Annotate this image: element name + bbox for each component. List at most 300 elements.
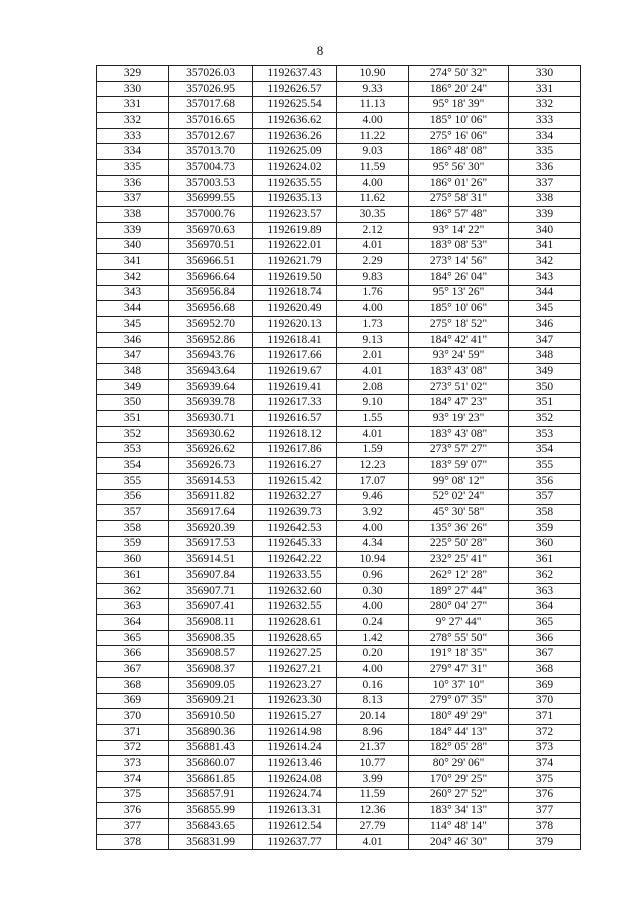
point-number-cell: 356: [97, 489, 169, 505]
next-point-cell: 341: [509, 238, 581, 254]
next-point-cell: 338: [509, 191, 581, 207]
y-coordinate-cell: 1192625.54: [253, 97, 337, 113]
bearing-cell: 52° 02' 24": [409, 489, 509, 505]
y-coordinate-cell: 1192628.61: [253, 615, 337, 631]
distance-cell: 4.00: [337, 520, 409, 536]
y-coordinate-cell: 1192635.55: [253, 175, 337, 191]
table-row: [97, 677, 581, 693]
bearing-cell: 279° 47' 31": [409, 662, 509, 678]
bearing-cell: 275° 16' 06": [409, 128, 509, 144]
y-coordinate-cell: 1192615.27: [253, 709, 337, 725]
point-number-cell: 367: [97, 662, 169, 678]
distance-cell: 9.13: [337, 332, 409, 348]
point-number-cell: 329: [97, 66, 169, 82]
next-point-cell: 330: [509, 66, 581, 82]
table-row: [97, 317, 581, 333]
bearing-cell: 9° 27' 44": [409, 615, 509, 631]
next-point-cell: 363: [509, 583, 581, 599]
x-coordinate-cell: 356907.84: [169, 568, 253, 584]
table-row: [97, 285, 581, 301]
x-coordinate-cell: 356860.07: [169, 756, 253, 772]
y-coordinate-cell: 1192633.55: [253, 568, 337, 584]
distance-cell: 9.83: [337, 269, 409, 285]
bearing-cell: 186° 57' 48": [409, 207, 509, 223]
bearing-cell: 135° 36' 26": [409, 520, 509, 536]
y-coordinate-cell: 1192619.89: [253, 222, 337, 238]
bearing-cell: 183° 08' 53": [409, 238, 509, 254]
next-point-cell: 358: [509, 505, 581, 521]
bearing-cell: 186° 20' 24": [409, 81, 509, 97]
point-number-cell: 346: [97, 332, 169, 348]
x-coordinate-cell: 357013.70: [169, 144, 253, 160]
distance-cell: 2.29: [337, 254, 409, 270]
next-point-cell: 333: [509, 113, 581, 129]
x-coordinate-cell: 356966.51: [169, 254, 253, 270]
x-coordinate-cell: 356917.53: [169, 536, 253, 552]
bearing-cell: 95° 18' 39": [409, 97, 509, 113]
point-number-cell: 344: [97, 301, 169, 317]
bearing-cell: 274° 50' 32": [409, 66, 509, 82]
table-row: [97, 364, 581, 380]
point-number-cell: 335: [97, 160, 169, 176]
next-point-cell: 360: [509, 536, 581, 552]
table-row: [97, 709, 581, 725]
x-coordinate-cell: 357016.65: [169, 113, 253, 129]
y-coordinate-cell: 1192622.01: [253, 238, 337, 254]
bearing-cell: 10° 37' 10": [409, 677, 509, 693]
distance-cell: 4.01: [337, 238, 409, 254]
bearing-cell: 204° 46' 30": [409, 834, 509, 850]
point-number-cell: 341: [97, 254, 169, 270]
bearing-cell: 184° 42' 41": [409, 332, 509, 348]
bearing-cell: 93° 24' 59": [409, 348, 509, 364]
table-row: [97, 66, 581, 82]
x-coordinate-cell: 356861.85: [169, 771, 253, 787]
table-row: [97, 771, 581, 787]
x-coordinate-cell: 356831.99: [169, 834, 253, 850]
table-row: [97, 81, 581, 97]
point-number-cell: 354: [97, 458, 169, 474]
table-row: [97, 175, 581, 191]
y-coordinate-cell: 1192636.62: [253, 113, 337, 129]
table-row: [97, 520, 581, 536]
next-point-cell: 376: [509, 787, 581, 803]
table-row: [97, 693, 581, 709]
bearing-cell: 273° 57' 27": [409, 442, 509, 458]
x-coordinate-cell: 356970.51: [169, 238, 253, 254]
next-point-cell: 370: [509, 693, 581, 709]
x-coordinate-cell: 356910.50: [169, 709, 253, 725]
distance-cell: 9.46: [337, 489, 409, 505]
y-coordinate-cell: 1192632.55: [253, 599, 337, 615]
x-coordinate-cell: 356881.43: [169, 740, 253, 756]
point-number-cell: 364: [97, 615, 169, 631]
next-point-cell: 373: [509, 740, 581, 756]
table-row: [97, 379, 581, 395]
bearing-cell: 80° 29' 06": [409, 756, 509, 772]
x-coordinate-cell: 356970.63: [169, 222, 253, 238]
next-point-cell: 369: [509, 677, 581, 693]
table-row: [97, 505, 581, 521]
bearing-cell: 183° 43' 08": [409, 426, 509, 442]
next-point-cell: 371: [509, 709, 581, 725]
x-coordinate-cell: 356939.64: [169, 379, 253, 395]
next-point-cell: 332: [509, 97, 581, 113]
bearing-cell: 95° 56' 30": [409, 160, 509, 176]
table-row: [97, 724, 581, 740]
next-point-cell: 331: [509, 81, 581, 97]
next-point-cell: 372: [509, 724, 581, 740]
y-coordinate-cell: 1192612.54: [253, 819, 337, 835]
x-coordinate-cell: 356907.41: [169, 599, 253, 615]
point-number-cell: 359: [97, 536, 169, 552]
next-point-cell: 366: [509, 630, 581, 646]
next-point-cell: 367: [509, 646, 581, 662]
distance-cell: 4.00: [337, 301, 409, 317]
y-coordinate-cell: 1192618.74: [253, 285, 337, 301]
point-number-cell: 373: [97, 756, 169, 772]
y-coordinate-cell: 1192632.27: [253, 489, 337, 505]
distance-cell: 1.73: [337, 317, 409, 333]
table-row: [97, 568, 581, 584]
distance-cell: 8.13: [337, 693, 409, 709]
point-number-cell: 370: [97, 709, 169, 725]
next-point-cell: 344: [509, 285, 581, 301]
table-row: [97, 458, 581, 474]
y-coordinate-cell: 1192613.31: [253, 803, 337, 819]
x-coordinate-cell: 356926.73: [169, 458, 253, 474]
table-row: [97, 128, 581, 144]
table-row: [97, 348, 581, 364]
bearing-cell: 183° 43' 08": [409, 364, 509, 380]
bearing-cell: 275° 58' 31": [409, 191, 509, 207]
y-coordinate-cell: 1192621.79: [253, 254, 337, 270]
x-coordinate-cell: 356914.53: [169, 473, 253, 489]
x-coordinate-cell: 356930.62: [169, 426, 253, 442]
y-coordinate-cell: 1192623.30: [253, 693, 337, 709]
point-number-cell: 331: [97, 97, 169, 113]
y-coordinate-cell: 1192614.98: [253, 724, 337, 740]
x-coordinate-cell: 356909.05: [169, 677, 253, 693]
distance-cell: 0.30: [337, 583, 409, 599]
point-number-cell: 363: [97, 599, 169, 615]
x-coordinate-cell: 356956.84: [169, 285, 253, 301]
table-row: [97, 630, 581, 646]
y-coordinate-cell: 1192627.21: [253, 662, 337, 678]
y-coordinate-cell: 1192632.60: [253, 583, 337, 599]
table-row: [97, 473, 581, 489]
bearing-cell: 183° 59' 07": [409, 458, 509, 474]
distance-cell: 9.33: [337, 81, 409, 97]
table-row: [97, 615, 581, 631]
table-row: [97, 583, 581, 599]
y-coordinate-cell: 1192645.33: [253, 536, 337, 552]
table-row: [97, 191, 581, 207]
point-number-cell: 371: [97, 724, 169, 740]
point-number-cell: 339: [97, 222, 169, 238]
distance-cell: 4.01: [337, 364, 409, 380]
distance-cell: 0.24: [337, 615, 409, 631]
x-coordinate-cell: 356966.64: [169, 269, 253, 285]
next-point-cell: 355: [509, 458, 581, 474]
distance-cell: 12.36: [337, 803, 409, 819]
bearing-cell: 114° 48' 14": [409, 819, 509, 835]
point-number-cell: 349: [97, 379, 169, 395]
next-point-cell: 346: [509, 317, 581, 333]
bearing-cell: 278° 55' 50": [409, 630, 509, 646]
point-number-cell: 348: [97, 364, 169, 380]
x-coordinate-cell: 356843.65: [169, 819, 253, 835]
distance-cell: 8.96: [337, 724, 409, 740]
table-row: [97, 536, 581, 552]
x-coordinate-cell: 356952.86: [169, 332, 253, 348]
distance-cell: 11.59: [337, 160, 409, 176]
bearing-cell: 185° 10' 06": [409, 113, 509, 129]
point-number-cell: 372: [97, 740, 169, 756]
next-point-cell: 337: [509, 175, 581, 191]
bearing-cell: 95° 13' 26": [409, 285, 509, 301]
bearing-cell: 273° 51' 02": [409, 379, 509, 395]
y-coordinate-cell: 1192613.46: [253, 756, 337, 772]
next-point-cell: 362: [509, 568, 581, 584]
distance-cell: 4.00: [337, 599, 409, 615]
bearing-cell: 225° 50' 28": [409, 536, 509, 552]
next-point-cell: 349: [509, 364, 581, 380]
next-point-cell: 351: [509, 395, 581, 411]
distance-cell: 1.42: [337, 630, 409, 646]
y-coordinate-cell: 1192626.57: [253, 81, 337, 97]
next-point-cell: 339: [509, 207, 581, 223]
point-number-cell: 366: [97, 646, 169, 662]
y-coordinate-cell: 1192635.13: [253, 191, 337, 207]
table-row: [97, 144, 581, 160]
point-number-cell: 369: [97, 693, 169, 709]
bearing-cell: 93° 14' 22": [409, 222, 509, 238]
point-number-cell: 358: [97, 520, 169, 536]
bearing-cell: 184° 44' 13": [409, 724, 509, 740]
table-row: [97, 207, 581, 223]
point-number-cell: 368: [97, 677, 169, 693]
y-coordinate-cell: 1192620.49: [253, 301, 337, 317]
x-coordinate-cell: 356920.39: [169, 520, 253, 536]
table-row: [97, 97, 581, 113]
table-row: [97, 442, 581, 458]
distance-cell: 0.16: [337, 677, 409, 693]
point-number-cell: 375: [97, 787, 169, 803]
x-coordinate-cell: 356956.68: [169, 301, 253, 317]
next-point-cell: 374: [509, 756, 581, 772]
y-coordinate-cell: 1192620.13: [253, 317, 337, 333]
y-coordinate-cell: 1192614.24: [253, 740, 337, 756]
next-point-cell: 336: [509, 160, 581, 176]
table-row: [97, 756, 581, 772]
x-coordinate-cell: 357012.67: [169, 128, 253, 144]
y-coordinate-cell: 1192642.22: [253, 552, 337, 568]
point-number-cell: 353: [97, 442, 169, 458]
next-point-cell: 357: [509, 489, 581, 505]
y-coordinate-cell: 1192616.57: [253, 411, 337, 427]
table-row: [97, 332, 581, 348]
x-coordinate-cell: 356943.64: [169, 364, 253, 380]
point-number-cell: 337: [97, 191, 169, 207]
distance-cell: 10.90: [337, 66, 409, 82]
point-number-cell: 330: [97, 81, 169, 97]
table-row: [97, 834, 581, 850]
distance-cell: 11.22: [337, 128, 409, 144]
bearing-cell: 180° 49' 29": [409, 709, 509, 725]
bearing-cell: 273° 14' 56": [409, 254, 509, 270]
next-point-cell: 334: [509, 128, 581, 144]
next-point-cell: 353: [509, 426, 581, 442]
coordinates-table: [96, 65, 581, 850]
distance-cell: 4.01: [337, 426, 409, 442]
point-number-cell: 345: [97, 317, 169, 333]
point-number-cell: 347: [97, 348, 169, 364]
bearing-cell: 170° 29' 25": [409, 771, 509, 787]
bearing-cell: 99° 08' 12": [409, 473, 509, 489]
y-coordinate-cell: 1192625.09: [253, 144, 337, 160]
y-coordinate-cell: 1192619.67: [253, 364, 337, 380]
y-coordinate-cell: 1192624.74: [253, 787, 337, 803]
next-point-cell: 335: [509, 144, 581, 160]
x-coordinate-cell: 356911.82: [169, 489, 253, 505]
x-coordinate-cell: 356999.55: [169, 191, 253, 207]
table-row: [97, 787, 581, 803]
bearing-cell: 182° 05' 28": [409, 740, 509, 756]
bearing-cell: 183° 34' 13": [409, 803, 509, 819]
next-point-cell: 345: [509, 301, 581, 317]
table-row: [97, 740, 581, 756]
y-coordinate-cell: 1192636.26: [253, 128, 337, 144]
point-number-cell: 365: [97, 630, 169, 646]
distance-cell: 4.34: [337, 536, 409, 552]
table-row: [97, 411, 581, 427]
y-coordinate-cell: 1192619.50: [253, 269, 337, 285]
bearing-cell: 185° 10' 06": [409, 301, 509, 317]
distance-cell: 10.94: [337, 552, 409, 568]
point-number-cell: 378: [97, 834, 169, 850]
table-row: [97, 599, 581, 615]
next-point-cell: 340: [509, 222, 581, 238]
x-coordinate-cell: 356943.76: [169, 348, 253, 364]
point-number-cell: 343: [97, 285, 169, 301]
distance-cell: 4.00: [337, 175, 409, 191]
bearing-cell: 275° 18' 52": [409, 317, 509, 333]
next-point-cell: 356: [509, 473, 581, 489]
point-number-cell: 376: [97, 803, 169, 819]
x-coordinate-cell: 357000.76: [169, 207, 253, 223]
x-coordinate-cell: 356908.11: [169, 615, 253, 631]
point-number-cell: 332: [97, 113, 169, 129]
next-point-cell: 375: [509, 771, 581, 787]
distance-cell: 4.01: [337, 834, 409, 850]
bearing-cell: 279° 07' 35": [409, 693, 509, 709]
point-number-cell: 374: [97, 771, 169, 787]
table-row: [97, 395, 581, 411]
x-coordinate-cell: 356855.99: [169, 803, 253, 819]
y-coordinate-cell: 1192617.66: [253, 348, 337, 364]
bearing-cell: 45° 30' 58": [409, 505, 509, 521]
distance-cell: 3.99: [337, 771, 409, 787]
distance-cell: 11.59: [337, 787, 409, 803]
distance-cell: 1.76: [337, 285, 409, 301]
x-coordinate-cell: 356952.70: [169, 317, 253, 333]
distance-cell: 30.35: [337, 207, 409, 223]
point-number-cell: 333: [97, 128, 169, 144]
next-point-cell: 342: [509, 254, 581, 270]
table-row: [97, 222, 581, 238]
bearing-cell: 280° 04' 27": [409, 599, 509, 615]
point-number-cell: 351: [97, 411, 169, 427]
distance-cell: 11.13: [337, 97, 409, 113]
x-coordinate-cell: 356890.36: [169, 724, 253, 740]
next-point-cell: 347: [509, 332, 581, 348]
next-point-cell: 352: [509, 411, 581, 427]
y-coordinate-cell: 1192627.25: [253, 646, 337, 662]
distance-cell: 1.59: [337, 442, 409, 458]
next-point-cell: 359: [509, 520, 581, 536]
bearing-cell: 189° 27' 44": [409, 583, 509, 599]
bearing-cell: 191° 18' 35": [409, 646, 509, 662]
distance-cell: 27.79: [337, 819, 409, 835]
page-number: 8: [316, 43, 324, 58]
x-coordinate-cell: 356908.57: [169, 646, 253, 662]
table-row: [97, 552, 581, 568]
point-number-cell: 355: [97, 473, 169, 489]
bearing-cell: 184° 47' 23": [409, 395, 509, 411]
x-coordinate-cell: 356926.62: [169, 442, 253, 458]
y-coordinate-cell: 1192624.02: [253, 160, 337, 176]
next-point-cell: 378: [509, 819, 581, 835]
distance-cell: 3.92: [337, 505, 409, 521]
x-coordinate-cell: 356939.78: [169, 395, 253, 411]
x-coordinate-cell: 356907.71: [169, 583, 253, 599]
y-coordinate-cell: 1192637.43: [253, 66, 337, 82]
point-number-cell: 336: [97, 175, 169, 191]
y-coordinate-cell: 1192628.65: [253, 630, 337, 646]
x-coordinate-cell: 357026.03: [169, 66, 253, 82]
distance-cell: 0.96: [337, 568, 409, 584]
point-number-cell: 342: [97, 269, 169, 285]
next-point-cell: 368: [509, 662, 581, 678]
x-coordinate-cell: 356909.21: [169, 693, 253, 709]
point-number-cell: 350: [97, 395, 169, 411]
distance-cell: 17.07: [337, 473, 409, 489]
bearing-cell: 93° 19' 23": [409, 411, 509, 427]
distance-cell: 4.00: [337, 113, 409, 129]
point-number-cell: 334: [97, 144, 169, 160]
next-point-cell: 364: [509, 599, 581, 615]
point-number-cell: 361: [97, 568, 169, 584]
distance-cell: 2.12: [337, 222, 409, 238]
y-coordinate-cell: 1192639.73: [253, 505, 337, 521]
distance-cell: 11.62: [337, 191, 409, 207]
x-coordinate-cell: 357003.53: [169, 175, 253, 191]
bearing-cell: 260° 27' 52": [409, 787, 509, 803]
bearing-cell: 184° 26' 04": [409, 269, 509, 285]
y-coordinate-cell: 1192618.41: [253, 332, 337, 348]
distance-cell: 4.00: [337, 662, 409, 678]
x-coordinate-cell: 357004.73: [169, 160, 253, 176]
next-point-cell: 379: [509, 834, 581, 850]
y-coordinate-cell: 1192623.57: [253, 207, 337, 223]
bearing-cell: 186° 01' 26": [409, 175, 509, 191]
x-coordinate-cell: 356930.71: [169, 411, 253, 427]
distance-cell: 2.01: [337, 348, 409, 364]
table-row: [97, 160, 581, 176]
x-coordinate-cell: 357026.95: [169, 81, 253, 97]
next-point-cell: 361: [509, 552, 581, 568]
